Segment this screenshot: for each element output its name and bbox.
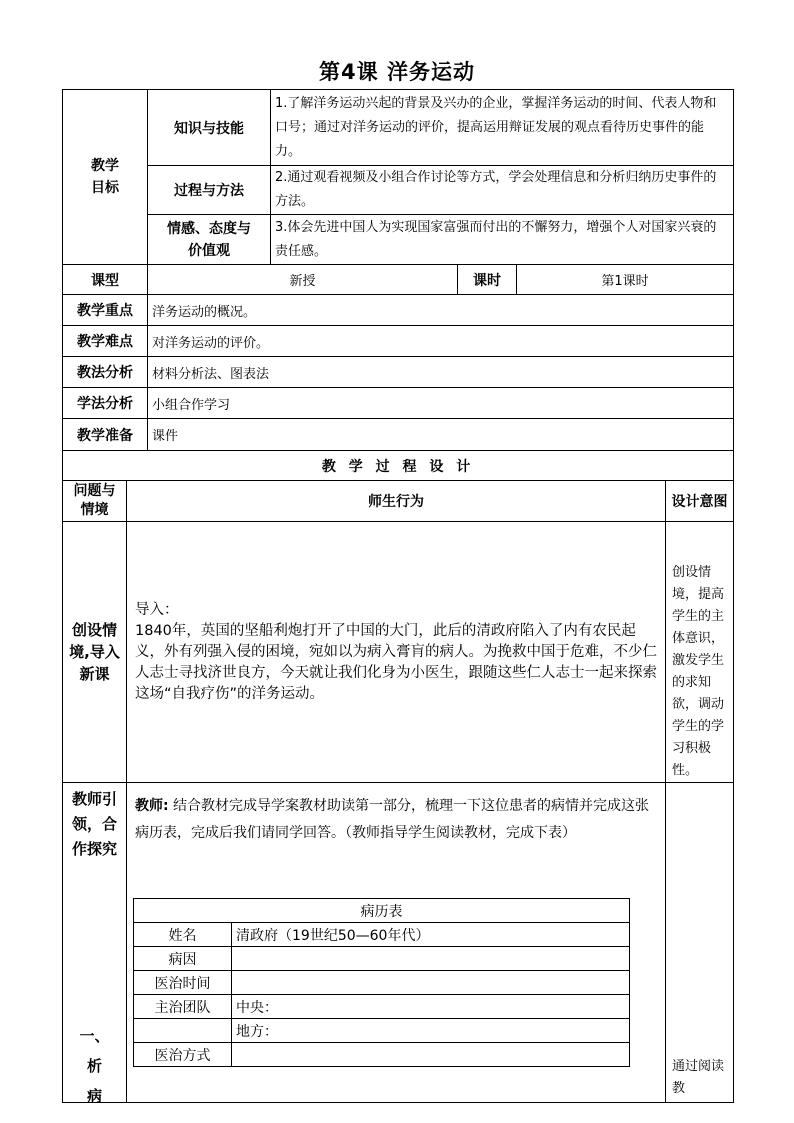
goal-process-text: 2.通过观看视频及小组合作讨论等方式，学会处理信息和分析归纳历史事件的方法。 — [271, 166, 734, 215]
goal-process-label: 过程与方法 — [148, 166, 271, 215]
goal-emotion-label-line2: 价值观 — [188, 242, 230, 259]
goals-label-line1: 教学 — [91, 158, 119, 174]
info-label: 教法分析 — [63, 357, 148, 388]
explore-intent — [666, 783, 734, 1103]
goals-label-line2: 目标 — [91, 180, 119, 196]
info-label: 教学重点 — [63, 295, 148, 326]
record-value: 清政府（19世纪50—60年代） — [232, 923, 630, 947]
record-value — [232, 971, 630, 995]
explore-situation-line1: 教师引 — [71, 790, 117, 808]
intro-text: 1840年，英国的坚船利炮打开了中国的大门，此后的清政府陷入了内有农民起义，外有列强入侵的困境，宛如以为病入膏肓的病人。为挽救中国于危难，不少仁人志士寻找济世良方，今天就让我们化身为小医生，跟随这些仁人志士一起来探索这场“自我疗伤”的洋务运动。 — [135, 622, 657, 702]
process-col-situation-line1: 问题与 — [73, 483, 116, 499]
goal-emotion-text: 3.体会先进中国人为实现国家富强而付出的不懈努力，增强个人对国家兴衰的责任感。 — [271, 215, 734, 265]
goal-knowledge-text: 1.了解洋务运动兴起的背景及兴办的企业，掌握洋务运动的时间、代表人物和口号；通过对洋务运动的评价，提高运用辩证发展的观点看待历史事件的能力。 — [271, 90, 734, 166]
teacher-label: 教师: — [135, 798, 169, 814]
explore-text — [135, 793, 657, 847]
goals-label — [63, 90, 148, 265]
explore-situation-line5: 析 — [86, 1057, 102, 1075]
record-value — [232, 947, 630, 971]
process-header: 教 学 过 程 设 计 — [63, 451, 734, 481]
explore-situation-line3: 作探究 — [71, 840, 117, 858]
record-key: 姓名 — [134, 923, 232, 947]
record-key: 病因 — [134, 947, 232, 971]
intro-situation-line3: 新课 — [79, 665, 110, 683]
info-label: 学法分析 — [63, 388, 148, 419]
medical-record-table — [133, 898, 630, 1067]
record-value: 中央： — [232, 995, 630, 1019]
explore-situation-line6: 病 — [86, 1087, 102, 1105]
process-col-situation — [63, 481, 127, 522]
record-key: 医治方式 — [134, 1043, 232, 1067]
record-key — [134, 1019, 232, 1043]
intro-content — [127, 522, 666, 783]
course-type-value: 新授 — [148, 265, 458, 295]
info-value: 小组合作学习 — [148, 388, 734, 419]
explore-content — [127, 783, 666, 1103]
explore-instruction: 结合教材完成导学案教材助读第一部分，梳理一下这位患者的病情并完成这张病历表，完成后我们请同学回答。（教师指导学生阅读教材，完成下表） — [135, 798, 650, 841]
medical-record-title: 病历表 — [134, 899, 630, 923]
intro-situation — [63, 522, 127, 783]
lesson-plan-table — [62, 89, 734, 1103]
info-value: 课件 — [148, 419, 734, 451]
intro-intent: 创设情境，提高学生的主体意识，激发学生的求知欲，调动学生的学习积极性。 — [666, 522, 734, 783]
intro-situation-line2: 境,导入 — [69, 643, 120, 661]
info-label: 教学难点 — [63, 326, 148, 357]
course-type-label: 课型 — [63, 265, 148, 295]
record-value — [232, 1043, 630, 1067]
goal-knowledge-label: 知识与技能 — [148, 90, 271, 166]
explore-intent-text: 通过阅读教 — [672, 1059, 725, 1096]
intro-heading: 导入： — [135, 601, 179, 618]
goal-emotion-label-line1: 情感、态度与 — [167, 220, 251, 237]
info-value: 对洋务运动的评价。 — [148, 326, 734, 357]
record-value: 地方： — [232, 1019, 630, 1043]
process-col-behavior: 师生行为 — [127, 481, 666, 522]
goal-emotion-label — [148, 215, 271, 265]
explore-situation-line2: 领，合 — [71, 815, 117, 833]
info-value: 洋务运动的概况。 — [148, 295, 734, 326]
intro-situation-line1: 创设情 — [71, 621, 117, 639]
explore-situation-line4: 一、 — [79, 1027, 110, 1045]
info-label: 教学准备 — [63, 419, 148, 451]
record-key: 主治团队 — [134, 995, 232, 1019]
explore-situation — [63, 783, 127, 1103]
record-key: 医治时间 — [134, 971, 232, 995]
process-col-situation-line2: 情境 — [80, 502, 109, 518]
page-title: 第4课 洋务运动 — [319, 60, 475, 84]
info-value: 材料分析法、图表法 — [148, 357, 734, 388]
course-time-label: 课时 — [458, 265, 517, 295]
course-time-value: 第1课时 — [517, 265, 734, 295]
process-col-intent: 设计意图 — [666, 481, 734, 522]
